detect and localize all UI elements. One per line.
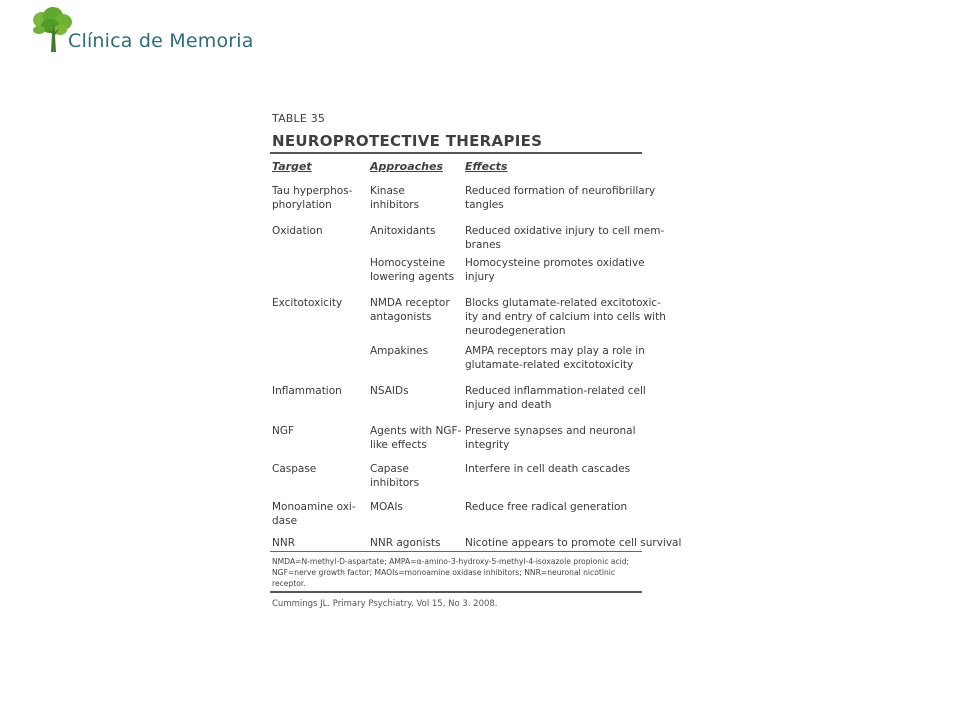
cell-effect: Preserve synapses and neuronal integrity xyxy=(465,425,636,451)
footnote-rule xyxy=(270,551,642,552)
clinic-name: Clínica de Memoria xyxy=(68,30,254,52)
clinic-logo xyxy=(30,6,270,58)
bottom-rule xyxy=(270,591,642,593)
column-header-effects: Effects xyxy=(465,160,508,173)
cell-effect: Nicotine appears to promote cell survival xyxy=(465,537,682,549)
cell-effect: Reduced oxidative injury to cell mem- branes xyxy=(465,225,665,251)
cell-approach: Kinase inhibitors xyxy=(370,185,420,211)
cell-effect: AMPA receptors may play a role in glutamate-related excitotoxicity xyxy=(465,345,645,371)
cell-approach: Anitoxidants xyxy=(370,225,436,237)
cell-approach: MOAIs xyxy=(370,501,403,513)
cell-effect: Blocks glutamate-related excitotoxic- ity and entry of calcium into cells with neurodegeneration xyxy=(465,297,666,337)
table-figure xyxy=(262,104,682,624)
table-title: NEUROPROTECTIVE THERAPIES xyxy=(272,132,543,150)
cell-target: Caspase xyxy=(272,463,317,475)
cell-approach: NMDA receptor antagonists xyxy=(370,297,450,323)
cell-effect: Reduced inflammation-related cell injury and death xyxy=(465,385,646,411)
column-header-approaches: Approaches xyxy=(370,160,444,173)
cell-target: NGF xyxy=(272,425,295,437)
cell-approach: Homocysteine lowering agents xyxy=(370,257,455,283)
cell-approach: Agents with NGF- like effects xyxy=(370,425,462,451)
cell-target: NNR xyxy=(272,537,296,549)
cell-approach: Ampakines xyxy=(370,345,429,357)
cell-effect: Homocysteine promotes oxidative injury xyxy=(465,257,645,283)
cell-approach: NSAIDs xyxy=(370,385,409,397)
cell-target: Excitotoxicity xyxy=(272,297,343,309)
header-rule xyxy=(270,152,642,154)
column-header-target: Target xyxy=(272,160,312,173)
cell-effect: Interfere in cell death cascades xyxy=(465,463,631,475)
cell-target: Oxidation xyxy=(272,225,323,237)
cell-effect: Reduced formation of neurofibrillary tangles xyxy=(465,185,656,211)
cell-target: Monoamine oxi- dase xyxy=(272,501,356,527)
cell-approach: NNR agonists xyxy=(370,537,441,549)
cell-target: Tau hyperphos- phorylation xyxy=(272,185,353,211)
table-number: TABLE 35 xyxy=(272,112,326,125)
cell-target: Inflammation xyxy=(272,385,342,397)
table-footnote: NMDA=N-methyl-D-aspartate; AMPA=α-amino-3-hydroxy-5-methyl-4-isoxazole propionic acid; NGF=nerve growth factor; MAOIs=monoamine oxidase inhibitors; NNR=neuronal nicotinic receptor. xyxy=(272,557,630,588)
cell-approach: Capase inhibitors xyxy=(370,463,420,489)
table-citation: Cummings JL. Primary Psychiatry. Vol 15, No 3. 2008. xyxy=(272,599,498,609)
cell-effect: Reduce free radical generation xyxy=(465,501,628,513)
